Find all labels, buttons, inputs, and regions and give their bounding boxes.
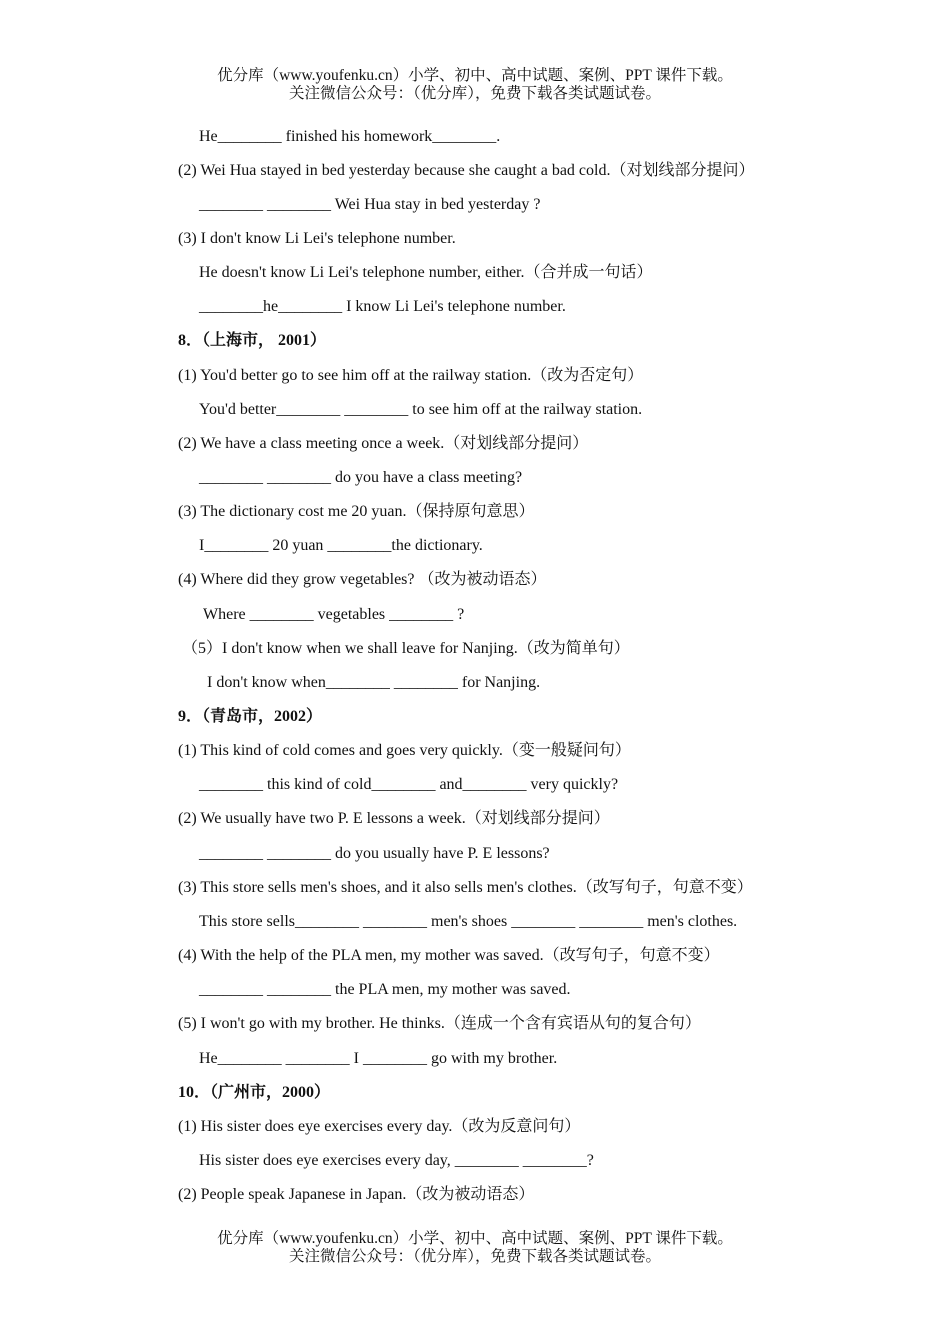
answer-line: ________ ________ do you have a class meeting?	[199, 469, 523, 486]
question-line: （5）I don't know when we shall leave for Nanjing.（改为简单句）	[182, 640, 630, 657]
answer-line: ________ ________ Wei Hua stay in bed yesterday ?	[199, 196, 541, 213]
page-footer	[0, 1230, 950, 1266]
section-heading: 8．（上海市， 2001）	[178, 332, 327, 349]
page-header	[0, 67, 950, 103]
question-line: (3) I don't know Li Lei's telephone number.	[178, 230, 456, 247]
question-line: (3) The dictionary cost me 20 yuan.（保持原句意思）	[178, 503, 535, 520]
question-line: (5) I won't go with my brother. He thinks.（连成一个含有宾语从句的复合句）	[178, 1015, 701, 1032]
answer-line: This store sells________ ________ men's shoes ________ ________ men's clothes.	[199, 913, 738, 930]
answer-line: ________ ________ do you usually have P. E lessons?	[199, 845, 550, 862]
header-line-2: 关注微信公众号：（优分库），免费下载各类试题试卷。	[288, 85, 661, 102]
answer-line: ________ ________ the PLA men, my mother was saved.	[199, 981, 571, 998]
footer-line-2: 关注微信公众号：（优分库），免费下载各类试题试卷。	[288, 1248, 661, 1265]
section-heading: 10．（广州市，2000）	[178, 1084, 331, 1101]
question-line: (4) With the help of the PLA men, my mother was saved.（改写句子，句意不变）	[178, 947, 720, 964]
section-heading: 9．（青岛市，2002）	[178, 708, 323, 725]
question-line: (1) This kind of cold comes and goes very quickly.（变一般疑问句）	[178, 742, 631, 759]
question-line: (2) We have a class meeting once a week.（对划线部分提问）	[178, 435, 589, 452]
answer-line: He________ finished his homework________.	[199, 128, 501, 145]
question-line: (2) Wei Hua stayed in bed yesterday because she caught a bad cold.（对划线部分提问）	[178, 162, 755, 179]
question-line: (4) Where did they grow vegetables? （改为被动语态）	[178, 571, 547, 588]
answer-line: He________ ________ I ________ go with my brother.	[199, 1050, 558, 1067]
footer-line-1: 优分库（www.youfenku.cn）小学、初中、高中试题、案例、PPT 课件下载。	[217, 1230, 733, 1247]
answer-line: I________ 20 yuan ________the dictionary.	[199, 537, 483, 554]
answer-line: I don't know when________ ________ for Nanjing.	[207, 674, 541, 691]
question-line: (2) We usually have two P. E lessons a week.（对划线部分提问）	[178, 810, 610, 827]
answer-line: ________he________ I know Li Lei's telephone number.	[199, 298, 566, 315]
question-line: (3) This store sells men's shoes, and it also sells men's clothes.（改写句子，句意不变）	[178, 879, 753, 896]
question-line: (1) His sister does eye exercises every day.（改为反意问句）	[178, 1118, 581, 1135]
answer-line: Where ________ vegetables ________ ?	[203, 606, 465, 623]
answer-line: You'd better________ ________ to see him off at the railway station.	[199, 401, 643, 418]
question-line: He doesn't know Li Lei's telephone number, either.（合并成一句话）	[199, 264, 653, 281]
answer-line: His sister does eye exercises every day, ________ ________?	[199, 1152, 594, 1169]
question-line: (2) People speak Japanese in Japan.（改为被动语态）	[178, 1186, 535, 1203]
question-line: (1) You'd better go to see him off at the railway station.（改为否定句）	[178, 367, 644, 384]
header-line-1: 优分库（www.youfenku.cn）小学、初中、高中试题、案例、PPT 课件下载。	[217, 67, 733, 84]
answer-line: ________ this kind of cold________ and________ very quickly?	[199, 776, 619, 793]
